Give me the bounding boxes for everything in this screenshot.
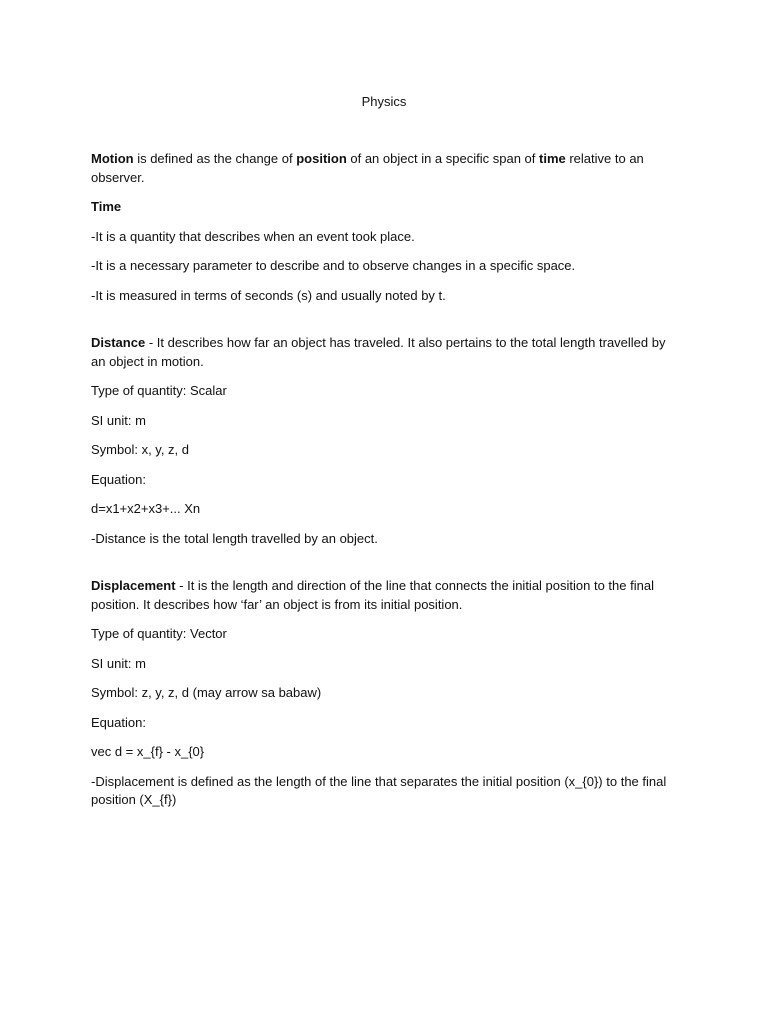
distance-definition: - It describes how far an object has traveled. It also pertains to the total length travelled by an object in motion. [91,335,666,369]
displacement-term: Displacement [91,578,176,593]
time-line-1: -It is a quantity that describes when an event took place. [91,228,415,244]
document-title: Physics [361,94,407,109]
distance-symbol: Symbol: x, y, z, d [91,442,190,457]
distance-paragraph [91,334,681,371]
distance-si-unit: SI unit: m [91,412,146,428]
time-heading-text: Time [91,199,122,214]
motion-text-1: is defined as the change of [133,151,297,166]
distance-quantity-type: Type of quantity: Scalar [91,383,227,398]
displacement-paragraph [91,577,681,614]
time-term: time [539,151,566,166]
position-term: position [296,151,347,166]
distance-equation-label: Equation: [91,471,146,487]
distance-term: Distance [91,335,146,350]
motion-paragraph [91,150,681,187]
displacement-quantity-type: Type of quantity: Vector [91,626,227,641]
distance-equation: d=x1+x2+x3+... Xn [91,501,201,516]
displacement-symbol: Symbol: z, y, z, d (may arrow sa babaw) [91,685,322,700]
document-body [91,150,681,821]
displacement-si-unit: SI unit: m [91,655,146,671]
motion-term: Motion [91,151,134,166]
spacer [91,559,681,577]
spacer [91,316,681,334]
time-line-2: -It is a necessary parameter to describe and to observe changes in a specific space. [91,258,576,273]
time-heading [91,198,681,217]
displacement-definition: - It is the length and direction of the line that connects the initial position to the final position. It describes how ‘far’ an object is from its initial position. [91,578,654,612]
displacement-equation: vec d = x_{f} - x_{0} [91,744,205,759]
displacement-equation-label: Equation: [91,714,146,730]
motion-text-3: relative to an observer. [91,151,644,185]
time-line-3: -It is measured in terms of seconds (s) and usually noted by t. [91,287,446,303]
distance-note: -Distance is the total length travelled by an object. [91,530,378,546]
displacement-note: -Displacement is defined as the length of the line that separates the initial position (x_{0}) to the final position (X_{f}) [91,773,667,807]
motion-text-2: of an object in a specific span of [346,151,539,166]
